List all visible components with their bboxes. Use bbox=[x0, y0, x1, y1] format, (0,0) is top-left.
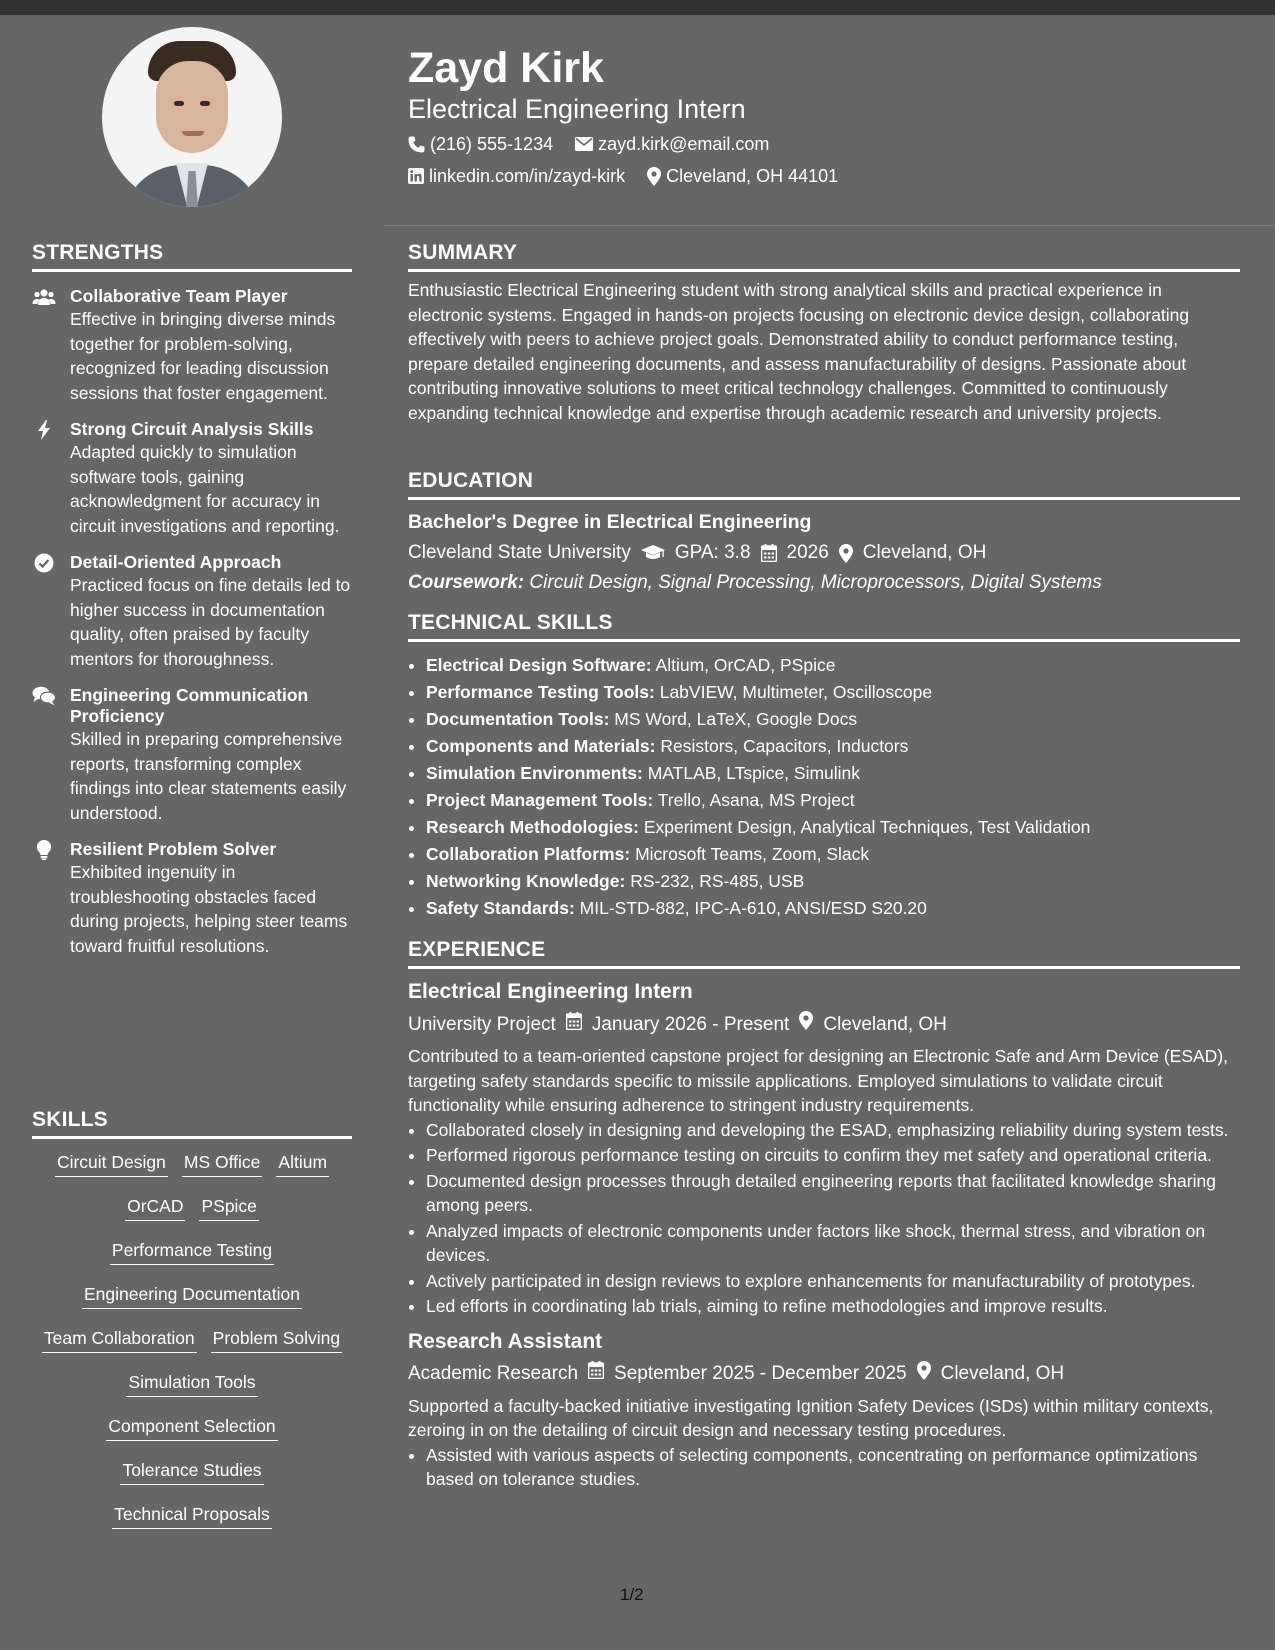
map-pin-icon bbox=[799, 1011, 813, 1038]
strength-desc: Effective in bringing diverse minds together for problem-solving, recognized for leading discussion sessions that foster engagement. bbox=[70, 309, 336, 403]
coursework-list: Circuit Design, Signal Processing, Microprocessors, Digital Systems bbox=[529, 572, 1102, 593]
list-item: • Electrical Design Software: Altium, OrCAD, PSpice bbox=[426, 652, 1240, 679]
education-meta bbox=[408, 540, 1240, 566]
job-dates: September 2025 - December 2025 bbox=[614, 1363, 907, 1384]
job-description: Supported a faculty-backed initiative investigating Ignition Safety Devices (ISDs) within military contexts, zeroing in on the detailing of circuit design and necessary testing procedures. bbox=[408, 1395, 1214, 1440]
education-location: Cleveland, OH bbox=[862, 542, 987, 563]
location-contact bbox=[647, 164, 838, 188]
strength-desc: Skilled in preparing comprehensive reports, transforming complex findings into clear statements easily understood. bbox=[70, 729, 347, 823]
list-item: • Led efforts in coordinating lab trials, aiming to refine methodologies and improve results. bbox=[426, 1294, 1240, 1319]
header-divider bbox=[383, 225, 1275, 226]
divider bbox=[32, 269, 352, 272]
candidate-name: Zayd Kirk bbox=[408, 44, 604, 92]
skill-chip: Tolerance Studies bbox=[120, 1455, 263, 1485]
divider bbox=[408, 269, 1240, 272]
calendar-icon bbox=[588, 1361, 604, 1387]
profile-photo bbox=[102, 27, 282, 207]
strength-item bbox=[32, 685, 352, 825]
job-meta bbox=[408, 1011, 1240, 1038]
skill-chip: OrCAD bbox=[125, 1191, 185, 1221]
experience-section bbox=[408, 938, 1240, 1493]
skill-chip: Engineering Documentation bbox=[82, 1279, 302, 1309]
email-contact[interactable] bbox=[575, 132, 769, 156]
comments-icon bbox=[32, 686, 56, 706]
linkedin-url: linkedin.com/in/zayd-kirk bbox=[429, 166, 626, 186]
summary-heading: SUMMARY bbox=[408, 241, 518, 264]
strength-desc: Practiced focus on fine details led to higher success in documentation quality, often praised by faculty mentors for thoroughness. bbox=[70, 575, 351, 669]
linkedin-contact[interactable] bbox=[408, 164, 625, 188]
calendar-icon bbox=[566, 1012, 582, 1038]
skill-chip: Circuit Design bbox=[55, 1147, 168, 1177]
skill-chip: Problem Solving bbox=[211, 1323, 342, 1353]
job-location: Cleveland, OH bbox=[940, 1363, 1065, 1384]
strength-title: Collaborative Team Player bbox=[70, 286, 288, 306]
skill-chips bbox=[32, 1147, 352, 1529]
page-number: 1/2 bbox=[620, 1585, 644, 1604]
technical-skills-list bbox=[408, 652, 1240, 922]
phone-contact[interactable] bbox=[408, 132, 553, 156]
job-bullets bbox=[408, 1118, 1240, 1319]
gpa: GPA: 3.8 bbox=[674, 542, 751, 563]
job-dates: January 2026 - Present bbox=[591, 1013, 790, 1035]
resume-page bbox=[0, 15, 1275, 1650]
skill-chip: Technical Proposals bbox=[112, 1499, 272, 1529]
list-item: • Project Management Tools: Trello, Asana, MS Project bbox=[426, 787, 1240, 814]
strength-item bbox=[32, 552, 352, 671]
coursework bbox=[408, 570, 1240, 596]
contact-info bbox=[408, 132, 878, 188]
strength-title: Engineering Communication Proficiency bbox=[70, 685, 309, 726]
email-address: zayd.kirk@email.com bbox=[598, 134, 770, 154]
strength-item bbox=[32, 286, 352, 405]
map-pin-icon bbox=[917, 1361, 931, 1388]
divider bbox=[408, 497, 1240, 500]
list-item: • Simulation Environments: MATLAB, LTspice, Simulink bbox=[426, 760, 1240, 787]
technical-skills-section bbox=[408, 611, 1240, 922]
school-name: Cleveland State University bbox=[408, 542, 631, 563]
list-item: • Documented design processes through detailed engineering reports that facilitated knowledge sharing among peers. bbox=[426, 1169, 1240, 1218]
skill-chip: Altium bbox=[276, 1147, 329, 1177]
skill-chip: PSpice bbox=[199, 1191, 258, 1221]
linkedin-icon bbox=[408, 168, 424, 184]
coursework-label: Coursework: bbox=[408, 572, 525, 593]
job-bullets bbox=[408, 1443, 1240, 1492]
job-org: University Project bbox=[408, 1013, 556, 1035]
job-meta bbox=[408, 1361, 1240, 1388]
list-item: • Analyzed impacts of electronic components under factors like shock, thermal stress, and vibration on devices. bbox=[426, 1219, 1240, 1268]
check-circle-icon bbox=[32, 553, 56, 573]
summary-section bbox=[408, 241, 1240, 425]
header bbox=[408, 15, 1240, 188]
strength-title: Resilient Problem Solver bbox=[70, 839, 277, 859]
divider bbox=[408, 639, 1240, 642]
list-item: • Collaborated closely in designing and developing the ESAD, emphasizing reliability during system tests. bbox=[426, 1118, 1240, 1143]
strength-item bbox=[32, 839, 352, 958]
location-text: Cleveland, OH 44101 bbox=[666, 166, 839, 186]
strength-title: Detail-Oriented Approach bbox=[70, 552, 282, 572]
job-org: Academic Research bbox=[408, 1363, 579, 1384]
skills-section bbox=[32, 1108, 352, 1529]
phone-number: (216) 555-1234 bbox=[430, 134, 554, 154]
lightbulb-icon bbox=[32, 840, 56, 860]
job-entry bbox=[408, 1329, 1240, 1492]
bolt-icon bbox=[32, 420, 56, 440]
education-section bbox=[408, 469, 1240, 596]
strengths-section bbox=[32, 241, 352, 958]
list-item: • Networking Knowledge: RS-232, RS-485, USB bbox=[426, 868, 1240, 895]
list-item: • Documentation Tools: MS Word, LaTeX, Google Docs bbox=[426, 706, 1240, 733]
list-item: • Assisted with various aspects of selecting components, concentrating on performance optimizations based on tolerance studies. bbox=[426, 1443, 1240, 1492]
skill-chip: MS Office bbox=[182, 1147, 263, 1177]
skill-chip: Simulation Tools bbox=[126, 1367, 257, 1397]
list-item: • Collaboration Platforms: Microsoft Teams, Zoom, Slack bbox=[426, 841, 1240, 868]
list-item: • Performance Testing Tools: LabVIEW, Multimeter, Oscilloscope bbox=[426, 679, 1240, 706]
job-title: Research Assistant bbox=[408, 1329, 603, 1353]
list-item: • Safety Standards: MIL-STD-882, IPC-A-610, ANSI/ESD S20.20 bbox=[426, 895, 1240, 922]
graduation-cap-icon bbox=[641, 544, 665, 562]
map-pin-icon bbox=[839, 544, 853, 563]
users-icon bbox=[32, 287, 56, 307]
top-bar bbox=[0, 0, 1275, 15]
skill-chip: Component Selection bbox=[106, 1411, 277, 1441]
strengths-heading: STRENGTHS bbox=[32, 241, 164, 264]
list-item: • Components and Materials: Resistors, Capacitors, Inductors bbox=[426, 733, 1240, 760]
strength-title: Strong Circuit Analysis Skills bbox=[70, 419, 314, 439]
divider bbox=[408, 966, 1240, 969]
job-title: Electrical Engineering Intern bbox=[408, 980, 693, 1003]
skill-chip: Team Collaboration bbox=[42, 1323, 197, 1353]
list-item: • Research Methodologies: Experiment Design, Analytical Techniques, Test Validation bbox=[426, 814, 1240, 841]
skill-chip: Performance Testing bbox=[110, 1235, 274, 1265]
education-heading: EDUCATION bbox=[408, 469, 534, 492]
list-item: • Performed rigorous performance testing on circuits to confirm they met safety and operational criteria. bbox=[426, 1143, 1240, 1168]
job-description: Contributed to a team-oriented capstone project for designing an Electronic Safe and Arm Device (ESAD), targeting safety standards specific to missile applications. Employed simulations to validate circuit functionality while ensuring adherence to stringent industry requirements. bbox=[408, 1046, 1229, 1115]
phone-icon bbox=[408, 136, 425, 153]
envelope-icon bbox=[575, 137, 593, 151]
candidate-role: Electrical Engineering Intern bbox=[408, 94, 746, 124]
job-entry bbox=[408, 979, 1240, 1319]
experience-heading: EXPERIENCE bbox=[408, 938, 546, 961]
divider bbox=[32, 1136, 352, 1139]
strength-desc: Adapted quickly to simulation software tools, gaining acknowledgment for accuracy in circuit investigations and reporting. bbox=[70, 442, 340, 536]
graduation-year: 2026 bbox=[786, 542, 829, 563]
skills-heading: SKILLS bbox=[32, 1108, 108, 1131]
strength-item bbox=[32, 419, 352, 538]
map-pin-icon bbox=[647, 167, 661, 186]
strength-desc: Exhibited ingenuity in troubleshooting obstacles faced during projects, helping steer teams toward fruitful resolutions. bbox=[70, 862, 348, 956]
list-item: • Actively participated in design reviews to explore enhancements for manufacturability of prototypes. bbox=[426, 1269, 1240, 1294]
calendar-icon bbox=[761, 544, 777, 562]
summary-text: Enthusiastic Electrical Engineering student with strong analytical skills and practical experience in electronic systems. Engaged in hands-on projects focusing on electronic device design, collaborating effectively with peers to achieve project goals. Demonstrated ability to conduct performance testing, prepare detailed engineering documents, and assess manufacturability of designs. Passionate about contributing innovative solutions to meet critical technology challenges. Committed to continuously expanding technical knowledge and expertise through academic research and university projects. bbox=[408, 280, 1190, 423]
degree-title: Bachelor's Degree in Electrical Engineering bbox=[408, 511, 812, 533]
technical-skills-heading: TECHNICAL SKILLS bbox=[408, 611, 613, 634]
job-location: Cleveland, OH bbox=[823, 1013, 947, 1035]
